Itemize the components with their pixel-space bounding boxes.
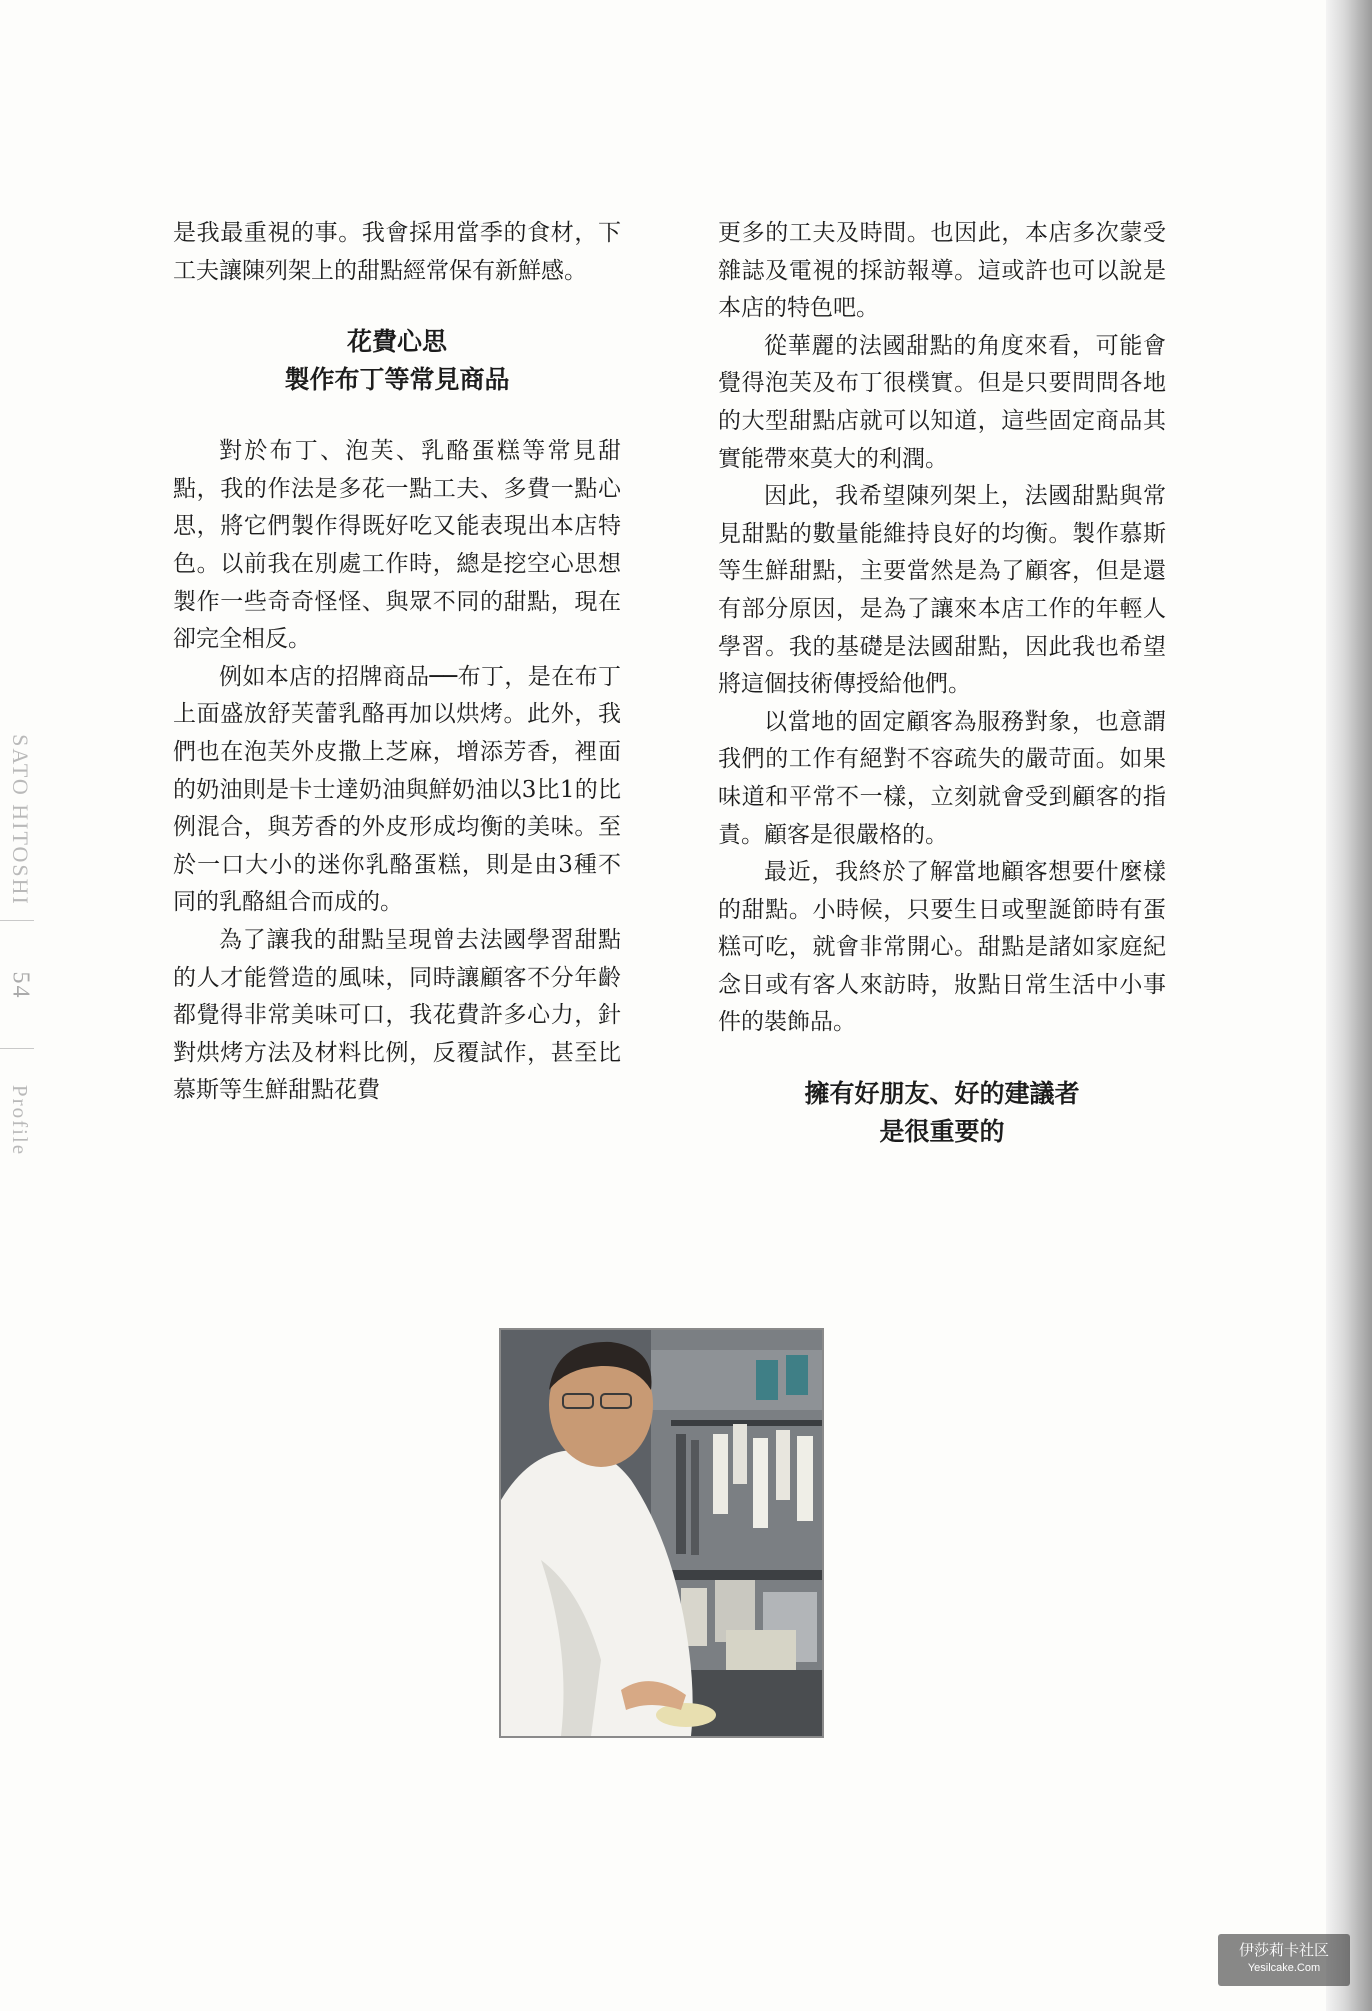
sidebar-divider [0, 920, 34, 921]
left-text-column [173, 215, 621, 1110]
heading-line: 製作布丁等常見商品 [284, 365, 510, 395]
right-text-column [718, 215, 1166, 1185]
sidebar-author-name [0, 725, 40, 915]
heading-line: 擁有好朋友、好的建議者 [804, 1079, 1080, 1109]
sidebar-author-name-text: SATO HITOSHI [8, 734, 33, 906]
paragraph: 為了讓我的甜點呈現曾去法國學習甜點的人才能營造的風味，同時讓顧客不分年齡都覺得非常美味可口，我花費許多心力，針對烘烤方法及材料比例，反覆試作，甚至比慕斯等生鮮甜點花費 [173, 926, 621, 1104]
paragraph: 例如本店的招牌商品──布丁，是在布丁上面盛放舒芙蕾乳酪再加以烘烤。此外，我們也在泡芙外皮撒上芝麻，增添芳香，裡面的奶油則是卡士達奶油與鮮奶油以3比1的比例混合，與芳香的外皮形成均衡的美味。至於一口大小的迷你乳酪蛋糕，則是由3種不同的乳酪組合而成的。 [173, 663, 621, 916]
site-watermark [1218, 1934, 1350, 1986]
chef-photo-illustration [501, 1330, 822, 1736]
sidebar-divider [0, 1048, 34, 1049]
heading-line: 花費心思 [346, 327, 447, 357]
section-label-text: Profile [8, 1084, 33, 1156]
section-heading [173, 323, 621, 399]
watermark-url: Yesilcake.Com [1247, 1962, 1321, 1974]
section-heading [718, 1075, 1166, 1151]
paragraph: 以當地的固定顧客為服務對象，也意謂我們的工作有絕對不容疏失的嚴苛面。如果味道和平常不一樣，立刻就會受到顧客的指責。顧客是很嚴格的。 [718, 708, 1166, 848]
paragraph: 更多的工夫及時間。也因此，本店多次蒙受雜誌及電視的採訪報導。這或許也可以說是本店的特色吧。 [718, 220, 1166, 322]
watermark-line: 伊莎莉卡社区 [1238, 1941, 1329, 1959]
paragraph: 從華麗的法國甜點的角度來看，可能會覺得泡芙及布丁很樸實。但是只要問問各地的大型甜點店就可以知道，這些固定商品其實能帶來莫大的利潤。 [718, 332, 1166, 472]
paragraph: 最近，我終於了解當地顧客想要什麼樣的甜點。小時候，只要生日或聖誕節時有蛋糕可吃，就會非常開心。甜點是諸如家庭紀念日或有客人來訪時，妝點日常生活中小事件的裝飾品。 [718, 859, 1166, 1036]
heading-line: 是很重要的 [879, 1117, 1005, 1147]
sidebar-page-number [0, 935, 40, 1035]
page-edge-shadow [1326, 0, 1372, 2011]
chef-photo [499, 1328, 824, 1738]
paragraph: 對於布丁、泡芙、乳酪蛋糕等常見甜點，我的作法是多花一點工夫、多費一點心思，將它們製作得既好吃又能表現出本店特色。以前我在別處工作時，總是挖空心思想製作一些奇奇怪怪、與眾不同的甜點，現在卻完全相反。 [173, 438, 621, 653]
page-number-text: 54 [7, 971, 34, 999]
paragraph: 因此，我希望陳列架上，法國甜點與常見甜點的數量能維持良好的均衡。製作慕斯等生鮮甜點，主要當然是為了顧客，但是還有部分原因，是為了讓來本店工作的年輕人學習。我的基礎是法國甜點，因此我也希望將這個技術傳授給他們。 [718, 483, 1166, 698]
paragraph: 是我最重視的事。我會採用當季的食材，下工夫讓陳列架上的甜點經常保有新鮮感。 [173, 220, 621, 284]
sidebar-section-label [0, 1060, 40, 1180]
